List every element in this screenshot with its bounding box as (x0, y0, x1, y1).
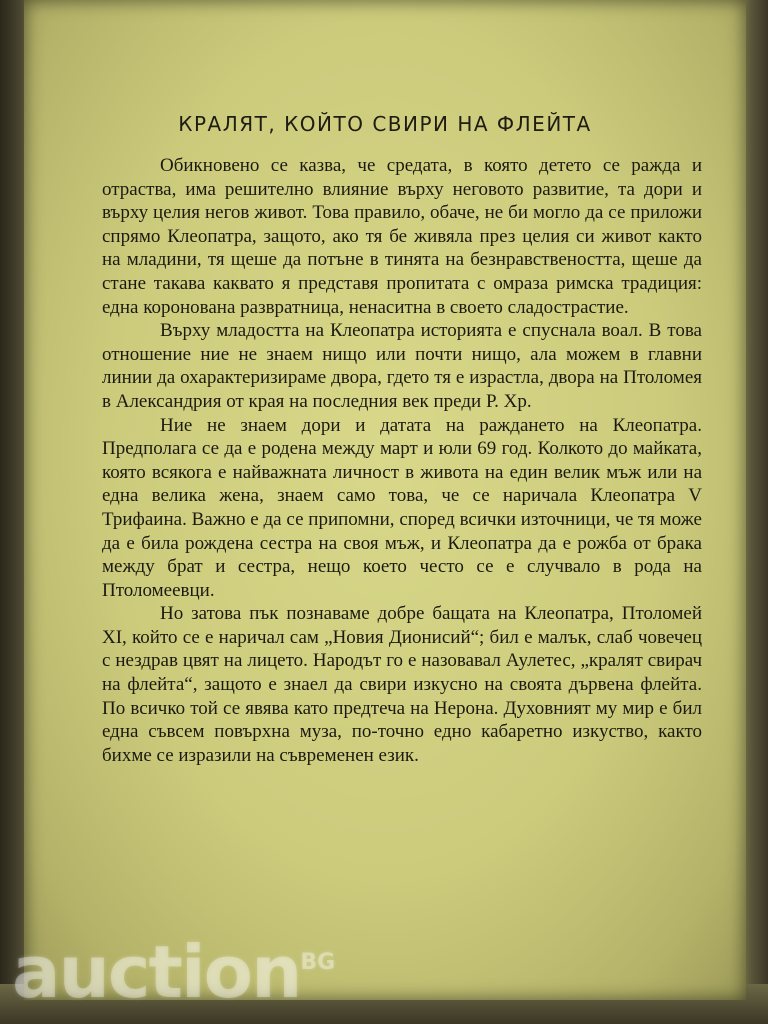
chapter-title: КРАЛЯТ, КОЙТО СВИРИ НА ФЛЕЙТА (178, 112, 592, 136)
paragraph-1: Обикновено се казва, че средата, в която детето се ражда и отраства, има решително влияние върху неговото развитие, та дори и върху целия негов живот. Това правило, обаче, не би могло да се приложи спрямо Клеопатра, защото, ако тя бе живяла през целия си живот както на младини, тя щеше да потъне в тинята на безнравствеността, щеше да стане такава каквато я представя пропитата с омраза римска традиция: една коронована развратница, ненаситна в своето сладострастие. (102, 155, 702, 318)
auction-watermark (12, 930, 335, 1014)
watermark-text: auction (12, 930, 301, 1014)
watermark-suffix: BG (300, 950, 336, 975)
paragraph-2: Върху младостта на Клеопатра историята е спуснала воал. В това отношение ние не знаем нищо или почти нищо, ала можем в главни линии да охарактеризираме двора, гдето тя е израстла, двора на Птоломея в Александрия от края на последния век преди Р. Хр. (102, 320, 702, 412)
book-page (24, 0, 746, 1000)
paragraph-4: Но затова пък познаваме добре бащата на Клеопатра, Птоломей XI, който се е наричал сам „Новия Дионисий“; бил е малък, слаб човечец с нездрав цвят на лицето. Народът го е назовавал Аулетес, „кралят свирач на флейта“, защото е знаел да свири изкусно на своята дървена флейта. По всичко той се явява като предтеча на Нерона. Духовният му мир е бил една съвсем повърхна муза, по-точно едно кабаретно изкуство, както бихме се изразили на съвременен език. (102, 603, 702, 766)
paragraph-3: Ние не знаем дори и датата на раждането на Клеопатра. Предполага се да е родена между март и юли 69 год. Колкото до майката, която всякога е найважната личност в живота на един велик мъж или на една велика жена, знаем само това, че се наричала Клеопатра V Трифаина. Важно е да се припомни, според всички източници, че тя може да е била рождена сестра на своя мъж, и Клеопатра да е рожба от брака между брат и сестра, нещо което често се е случвало в рода на Птоломеевци. (102, 414, 702, 601)
body-text (102, 154, 702, 767)
